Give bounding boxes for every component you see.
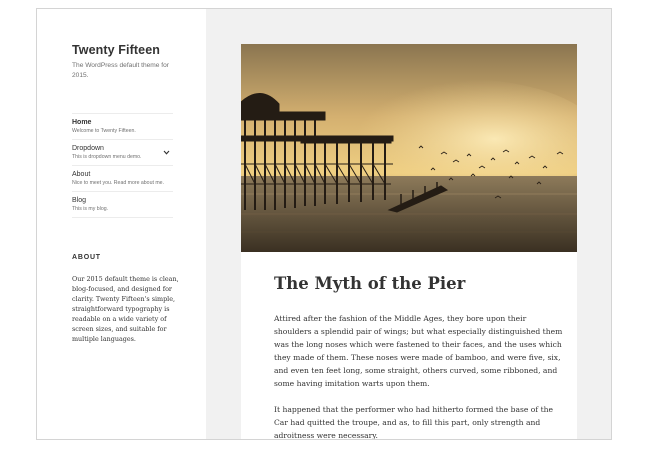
nav-item-description: This is dropdown menu demo. — [72, 154, 142, 160]
post-title[interactable]: The Myth of the Pier — [274, 274, 466, 293]
post-content — [274, 313, 564, 440]
featured-image[interactable] — [241, 44, 577, 252]
site-description: The WordPress default theme for 2015. — [72, 62, 169, 79]
site-title[interactable]: Twenty Fifteen — [72, 43, 160, 57]
nav-item-description: This is my blog. — [72, 206, 109, 212]
widget-title: ABOUT — [72, 254, 101, 261]
nav-item-blog[interactable] — [72, 192, 173, 218]
nav-item-description: Welcome to Twenty Fifteen. — [72, 128, 136, 134]
sidebar — [37, 9, 206, 439]
nav-item-home[interactable] — [72, 114, 173, 140]
nav-item-about[interactable] — [72, 166, 173, 192]
post-card — [241, 44, 577, 440]
nav-item-dropdown[interactable] — [72, 140, 173, 166]
post-paragraph: Attired after the fashion of the Middle Ages, they bore upon their shoulders a splendid pair of wings; but what especially distinguished them was the long noses which were fastened to their faces, and the uses which they made of them. These noses were made of bamboo, and were five, six, and even ten feet long, some straight, others curved, some ribboned, and some having imitation warts upon them. — [274, 314, 563, 388]
nav-item-label[interactable]: About — [72, 171, 91, 178]
post-paragraph: It happened that the performer who had hitherto formed the base of the Car had quitted the troupe, and as, to fill this part, only strength and adroitness were necessary. — [274, 404, 554, 440]
nav-item-label[interactable]: Home — [72, 119, 92, 126]
nav-item-description: Nice to meet you. Read more about me. — [72, 180, 164, 186]
main-navigation — [72, 113, 173, 218]
widget-text: Our 2015 default theme is clean, blog-focused, and designed for clarity. Twenty Fifteen's simple, straightforward typography is readable on a wide variety of screen sizes, and suitable for multiple languages. — [72, 275, 179, 343]
nav-item-label[interactable]: Blog — [72, 197, 87, 204]
browser-viewport — [36, 8, 612, 440]
chevron-down-icon[interactable] — [163, 150, 170, 155]
nav-item-label[interactable]: Dropdown — [72, 145, 104, 152]
